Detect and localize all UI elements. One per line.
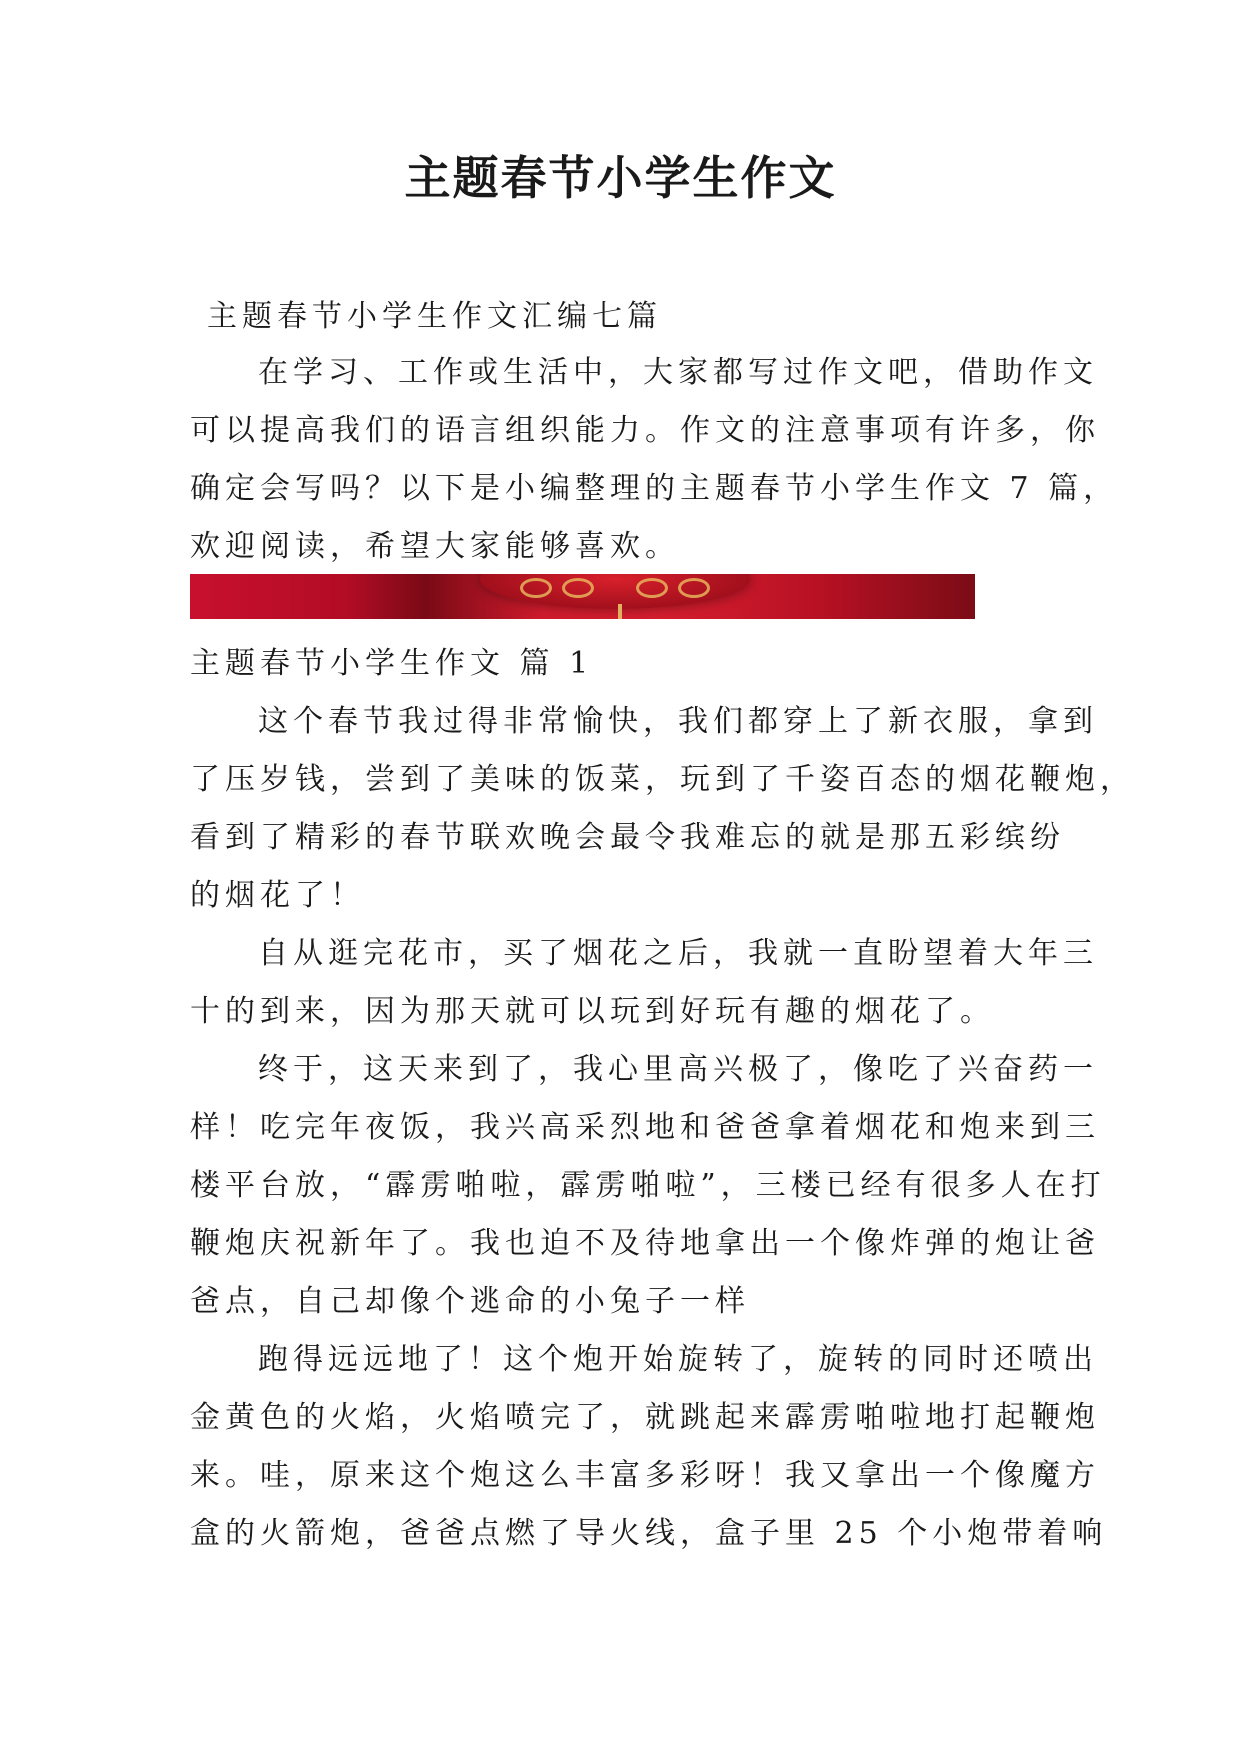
lantern-pattern <box>562 578 594 598</box>
intro-line: 在学习、工作或生活中，大家都写过作文吧，借助作文 <box>258 355 1098 390</box>
section-heading: 主题春节小学生作文 篇 1 <box>190 646 594 681</box>
body-line: 楼平台放，“霹雳啪啦，霹雳啪啦”，三楼已经有很多人在打 <box>190 1168 1106 1203</box>
body-line: 鞭炮庆祝新年了。我也迫不及待地拿出一个像炸弹的炮让爸 <box>190 1226 1100 1261</box>
body-line: 跑得远远地了！这个炮开始旋转了，旋转的同时还喷出 <box>258 1342 1098 1377</box>
lantern-pattern <box>678 578 710 598</box>
body-line: 的烟花了！ <box>190 878 365 913</box>
body-line: 来。哇，原来这个炮这么丰富多彩呀！我又拿出一个像魔方 <box>190 1458 1100 1493</box>
lantern-banner-image <box>190 574 975 619</box>
intro-line: 确定会写吗？以下是小编整理的主题春节小学生作文 7 篇， <box>190 471 1119 506</box>
intro-line: 欢迎阅读，希望大家能够喜欢。 <box>190 529 680 564</box>
body-line: 终于，这天来到了，我心里高兴极了，像吃了兴奋药一 <box>258 1052 1098 1087</box>
body-line: 金黄色的火焰，火焰喷完了，就跳起来霹雳啪啦地打起鞭炮 <box>190 1400 1100 1435</box>
lantern-pattern <box>636 578 668 598</box>
body-line: 自从逛完花市，买了烟花之后，我就一直盼望着大年三 <box>258 936 1098 971</box>
body-line: 十的到来，因为那天就可以玩到好玩有趣的烟花了。 <box>190 994 995 1029</box>
document-title: 主题春节小学生作文 <box>404 151 837 205</box>
document-subtitle: 主题春节小学生作文汇编七篇 <box>207 299 662 334</box>
body-line: 盒的火箭炮，爸爸点燃了导火线，盒子里 25 个小炮带着响 <box>190 1516 1108 1551</box>
intro-line: 可以提高我们的语言组织能力。作文的注意事项有许多，你 <box>190 413 1100 448</box>
body-line: 样！吃完年夜饭，我兴高采烈地和爸爸拿着烟花和炮来到三 <box>190 1110 1100 1145</box>
body-line: 爸点，自己却像个逃命的小兔子一样 <box>190 1284 750 1319</box>
lantern-pattern <box>520 578 552 598</box>
body-line: 这个春节我过得非常愉快，我们都穿上了新衣服，拿到 <box>258 704 1098 739</box>
body-line: 了压岁钱，尝到了美味的饭菜，玩到了千姿百态的烟花鞭炮， <box>190 762 1135 797</box>
lantern-tassel <box>618 604 622 619</box>
body-line: 看到了精彩的春节联欢晚会最令我难忘的就是那五彩缤纷 <box>190 820 1065 855</box>
